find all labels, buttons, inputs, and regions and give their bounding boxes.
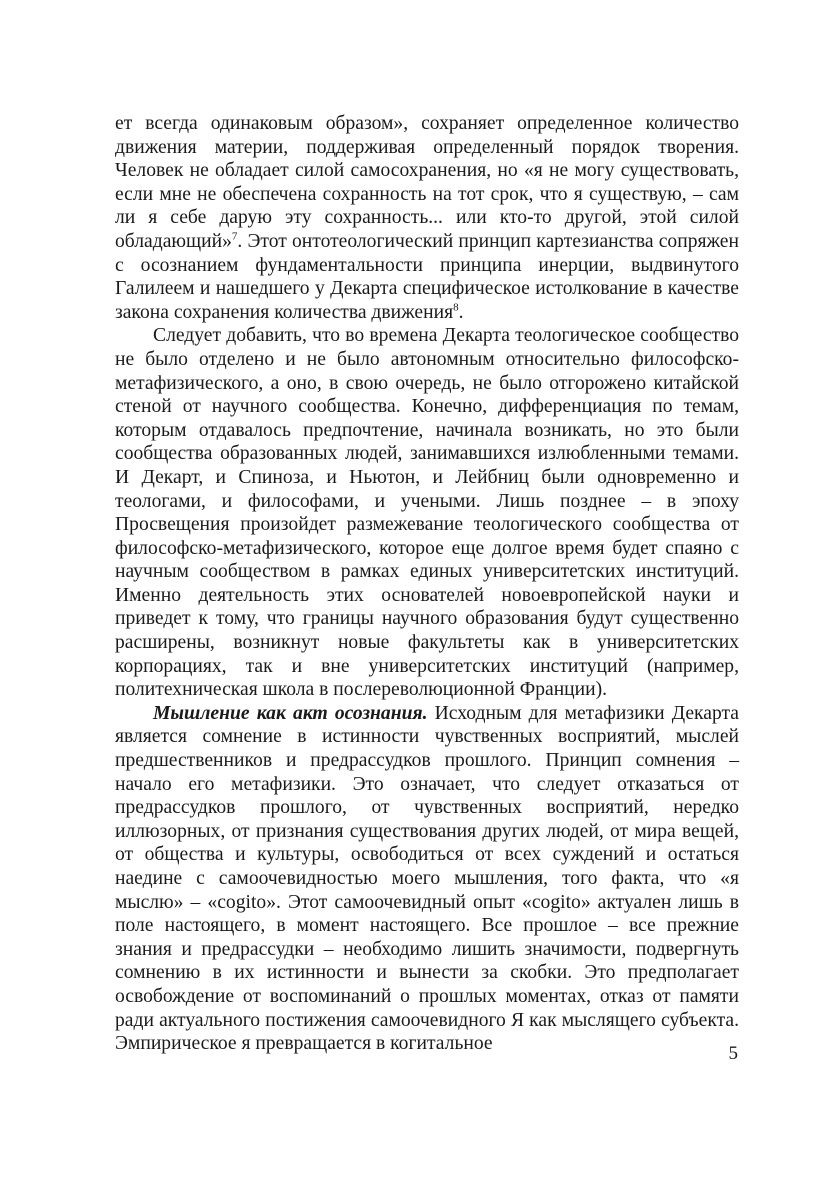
paragraph-1-text-c: . — [458, 301, 464, 323]
footnote-ref-8[interactable]: 8 — [453, 301, 459, 314]
footnote-ref-7[interactable]: 7 — [231, 230, 238, 243]
paragraph-2-text: Следует добавить, что во времена Декарта теологическое сообщество не было отделено и не было автономным относительно философско-метафизического, а оно, в свою очередь, не было отгорожено китайской стеной от научного сообщества. Конечно, дифференциация по темам, которым отдавалось предпочтение, начинала возникать, но это были сообщества образованных людей, занимавшихся излюбленными темами. И Декарт, и Спиноза, и Ньютон, и Лейбниц были одновременно и теологами, и философами, и учеными. Лишь позднее – в эпоху Просвещения произойдет размежевание теологического сообщества от философско-метафизического, которое еще долгое время будет спаяно с научным сообществом в рамках единых университетских институций. Именно деятельность этих основателей новоевропейской науки и приведет к тому, что границы научного образования будут существенно расширены, возникнут новые факультеты как в университетских корпорациях, так и вне университетских институций (например, политехническая школа в послереволюционной Франции). — [115, 325, 739, 701]
paragraph-3 — [115, 702, 739, 1056]
section-run-in-heading: Мышление как акт осознания. — [153, 702, 428, 724]
paragraph-1-text-a: ет всегда одинаковым образом», сохраняет определенное количество движения материи, поддерживая определенный порядок творения. Человек не обладает силой самосохранения, но «я не могу существовать, если мне не обеспечена сохранность на тот срок, что я существую, – сам ли я себе дарую эту сохранность... или кто-то другой, этой силой обладающий» — [115, 113, 739, 252]
paragraph-1-text-b: . Этот онтотеологический принцип картезианства сопряжен с осознанием фундаментальности принципа инерции, выдвинутого Галилеем и нашедшего у Декарта специфическое истолкование в качестве закона сохранения количества движения — [115, 230, 739, 323]
paragraph-3-text: Исходным для метафизики Декарта является сомнение в истинности чувственных восприятий, мыслей предшественников и предрассудков прошлого. Принцип сомнения – начало его метафизики. Это означает, что следует отказаться от предрассудков прошлого, от чувственных восприятий, нередко иллюзорных, от признания существования других людей, от мира вещей, от общества и культуры, освободиться от всех суждений и остаться наедине с самоочевидностью моего мышления, того факта, что «я мыслю» – «cogito». Этот самоочевидный опыт «cogito» актуален лишь в поле настоящего, в момент настоящего. Все прошлое – все прежние знания и предрассудки – необходимо лишить значимости, подвергнуть сомнению в их истинности и вынести за скобки. Это предполагает освобождение от воспоминаний о прошлых моментах, отказ от памяти ради актуального постижения самоочевидного Я как мыслящего субъекта. Эмпирическое я превращается в когитальное — [115, 702, 739, 1055]
page-body — [115, 112, 739, 1056]
paragraph-1 — [115, 112, 739, 324]
paragraph-2 — [115, 324, 739, 702]
page-number: 5 — [728, 1043, 738, 1064]
